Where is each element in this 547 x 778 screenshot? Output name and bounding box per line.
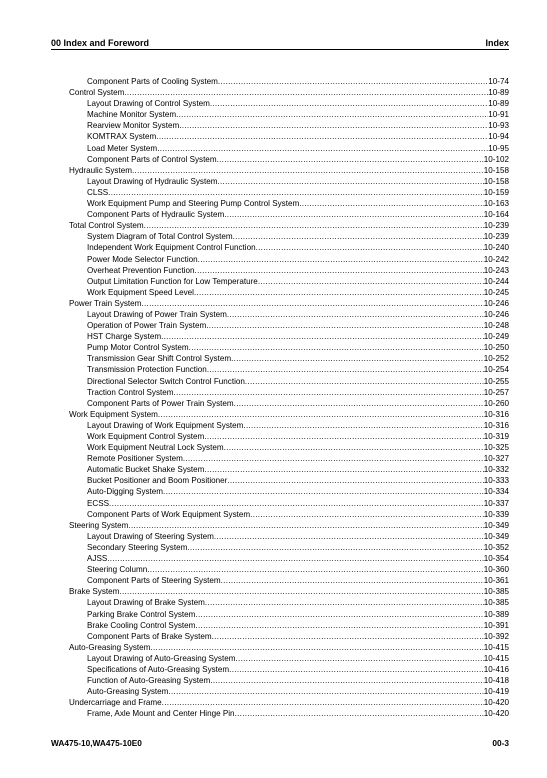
toc-section-entry[interactable] (69, 697, 509, 708)
toc-entry-page: 10-349 (483, 531, 509, 541)
toc-subsection-entry[interactable] (69, 364, 509, 375)
dot-leader (299, 198, 484, 209)
toc-entry-page: 10-244 (483, 276, 509, 286)
toc-subsection-entry[interactable] (69, 475, 509, 486)
dot-leader (235, 708, 484, 719)
dot-leader (189, 342, 484, 353)
toc-entry-title: Layout Drawing of Work Equipment System (87, 420, 244, 430)
toc-subsection-entry[interactable] (69, 387, 509, 398)
toc-entry-page: 10-94 (488, 132, 509, 142)
toc-subsection-entry[interactable] (69, 176, 509, 187)
toc-entry-page: 10-93 (488, 121, 509, 131)
toc-entry-title: Steering System (69, 520, 129, 530)
dot-leader (204, 431, 484, 442)
toc-entry-title: HST Charge System (87, 332, 162, 342)
toc-subsection-entry[interactable] (69, 442, 509, 453)
dot-leader (161, 331, 484, 342)
dot-leader (119, 586, 483, 597)
dot-leader (168, 686, 483, 697)
dot-leader (214, 531, 484, 542)
toc-entry-title: Auto-Greasing System (69, 642, 151, 652)
toc-entry-page: 10-327 (483, 454, 509, 464)
toc-entry-page: 10-255 (483, 376, 509, 386)
toc-entry-page: 10-337 (483, 498, 509, 508)
toc-subsection-entry[interactable] (69, 154, 509, 165)
toc-entry-title: Transmission Gear Shift Control System (87, 354, 232, 364)
dot-leader (224, 442, 484, 453)
toc-subsection-entry[interactable] (69, 143, 509, 154)
toc-subsection-entry[interactable] (69, 398, 509, 409)
toc-subsection-entry[interactable] (69, 664, 509, 675)
dot-leader (158, 409, 484, 420)
toc-entry-page: 10-415 (483, 653, 509, 663)
toc-entry-page: 10-242 (483, 254, 509, 264)
toc-entry-title: Component Parts of Power Train System (87, 398, 234, 408)
toc-entry-page: 10-158 (483, 176, 509, 186)
toc-entry-title: Component Parts of Control System (87, 154, 217, 164)
toc-subsection-entry[interactable] (69, 331, 509, 342)
toc-entry-page: 10-385 (483, 598, 509, 608)
dot-leader (187, 542, 483, 553)
dot-leader (210, 98, 488, 109)
toc-subsection-entry[interactable] (69, 509, 509, 520)
toc-subsection-entry[interactable] (69, 553, 509, 564)
toc-section-entry[interactable] (69, 520, 509, 531)
toc-entry-title: CLSS (87, 187, 109, 197)
toc-entry-title: Specifications of Auto-Greasing System (87, 664, 230, 674)
dot-leader (163, 486, 484, 497)
toc-entry-title: Work Equipment Pump and Steering Pump Control System (87, 199, 300, 209)
dot-leader (132, 165, 484, 176)
toc-subsection-entry[interactable] (69, 453, 509, 464)
dot-leader (150, 642, 483, 653)
toc-entry-title: Output Limitation Function for Low Temperature (87, 276, 258, 286)
dot-leader (218, 76, 488, 87)
toc-entry-page: 10-243 (483, 265, 509, 275)
toc-entry-title: Component Parts of Cooling System (87, 77, 218, 86)
toc-subsection-entry[interactable] (69, 209, 509, 220)
dot-leader (147, 564, 484, 575)
toc-entry-page: 10-250 (483, 343, 509, 353)
model-number: WA475-10,WA475-10E0 (51, 738, 142, 748)
toc-subsection-entry[interactable] (69, 575, 509, 586)
toc-entry-title: Work Equipment Control System (87, 432, 205, 441)
toc-entry-title: Layout Drawing of Auto-Greasing System (87, 653, 236, 663)
toc-entry-title: Layout Drawing of Control System (87, 99, 210, 109)
dot-leader (256, 242, 484, 253)
toc-subsection-entry[interactable] (69, 675, 509, 686)
dot-leader (235, 653, 483, 664)
dot-leader (243, 420, 483, 431)
toc-entry-page: 10-158 (483, 165, 509, 175)
toc-subsection-entry[interactable] (69, 131, 509, 142)
dot-leader (195, 265, 484, 276)
toc-entry-title: Auto-Digging System (87, 487, 164, 497)
toc-entry-title: Brake System (69, 587, 120, 597)
toc-entry-page: 10-418 (483, 676, 509, 686)
toc-subsection-entry[interactable] (69, 342, 509, 353)
dot-leader (195, 609, 483, 620)
toc-section-entry[interactable] (69, 642, 509, 653)
dot-leader (108, 187, 484, 198)
toc-entry-page: 10-240 (483, 243, 509, 253)
toc-entry-page: 10-352 (483, 542, 509, 552)
toc-entry-page: 10-316 (483, 409, 509, 419)
dot-leader (156, 131, 488, 142)
toc-subsection-entry[interactable] (69, 464, 509, 475)
toc-entry-page: 10-334 (483, 487, 509, 497)
dot-leader (157, 143, 488, 154)
page-footer (51, 738, 509, 748)
toc-entry-title: ECSS (87, 498, 110, 508)
toc-entry-page: 10-339 (483, 509, 509, 519)
toc-entry-title: Machine Monitor System (87, 110, 177, 120)
toc-entry-title: Work Equipment Neutral Lock System (87, 443, 224, 453)
toc-entry-page: 10-361 (483, 576, 509, 586)
toc-subsection-entry[interactable] (69, 609, 509, 620)
toc-subsection-entry[interactable] (69, 498, 509, 509)
dot-leader (109, 498, 484, 509)
toc-entry-page: 10-349 (483, 520, 509, 530)
toc-subsection-entry[interactable] (69, 287, 509, 298)
dot-leader (227, 309, 484, 320)
dot-leader (258, 276, 484, 287)
toc-entry-title: Power Train System (69, 298, 142, 308)
toc-subsection-entry[interactable] (69, 620, 509, 631)
header-divider (51, 49, 509, 50)
toc-entry-title: Component Parts of Brake System (87, 631, 212, 641)
toc-entry-title: Bucket Positioner and Boom Positioner (87, 476, 228, 486)
toc-entry-page: 10-246 (483, 309, 509, 319)
toc-entry-title: Transmission Protection Function (87, 365, 207, 375)
toc-entry-page: 10-239 (483, 221, 509, 231)
dot-leader (210, 675, 484, 686)
toc-entry-title: KOMTRAX System (87, 132, 157, 142)
toc-entry-title: Control System (69, 88, 125, 98)
toc-entry-title: Component Parts of Hydraulic System (87, 210, 225, 220)
toc-entry-title: Traction Control System (87, 387, 174, 397)
dot-leader (234, 398, 484, 409)
toc-entry-title: Remote Positioner System (87, 454, 183, 464)
toc-entry-title: Auto-Greasing System (87, 687, 169, 697)
toc-entry-page: 10-385 (483, 587, 509, 597)
toc-entry-title: Rearview Monitor System (87, 121, 180, 131)
toc-subsection-entry[interactable] (69, 542, 509, 553)
toc-entry-title: Component Parts of Work Equipment System (87, 509, 251, 519)
dot-leader (128, 520, 483, 531)
toc-subsection-entry[interactable] (69, 187, 509, 198)
toc-section-entry[interactable] (69, 586, 509, 597)
dot-leader (174, 387, 484, 398)
toc-entry-page: 10-102 (483, 154, 509, 164)
dot-leader (144, 220, 484, 231)
toc-entry-page: 10-319 (483, 432, 509, 441)
toc-entry-page: 10-420 (483, 709, 509, 719)
dot-leader (224, 209, 484, 220)
dot-leader (195, 620, 483, 631)
toc-entry-title: Function of Auto-Greasing System (87, 676, 211, 686)
toc-entry-page: 10-415 (483, 642, 509, 652)
dot-leader (204, 464, 483, 475)
toc-subsection-entry[interactable] (69, 198, 509, 209)
toc-subsection-entry[interactable] (69, 76, 509, 87)
toc-entry-page: 10-95 (488, 143, 509, 153)
toc-entry-title: Operation of Power Train System (87, 321, 207, 331)
toc-entry-page: 10-420 (483, 698, 509, 708)
toc-subsection-entry[interactable] (69, 376, 509, 387)
toc-subsection-entry[interactable] (69, 120, 509, 131)
toc-entry-title: Total Control System (69, 221, 144, 231)
toc-entry-page: 10-325 (483, 443, 509, 453)
toc-entry-title: Brake Cooling Control System (87, 620, 196, 630)
toc-entry-title: AJSS (87, 554, 108, 564)
toc-entry-page: 10-89 (488, 88, 509, 98)
dot-leader (231, 353, 484, 364)
toc-subsection-entry[interactable] (69, 420, 509, 431)
toc-entry-title: Frame, Axle Mount and Center Hinge Pin (87, 709, 235, 719)
dot-leader (194, 287, 484, 298)
toc-subsection-entry[interactable] (69, 231, 509, 242)
toc-subsection-entry[interactable] (69, 98, 509, 109)
toc-section-entry[interactable] (69, 87, 509, 98)
toc-entry-title: Component Parts of Steering System (87, 576, 221, 586)
toc-subsection-entry[interactable] (69, 597, 509, 608)
toc-entry-title: Power Mode Selector Function (87, 254, 198, 264)
toc-entry-page: 10-249 (483, 332, 509, 342)
dot-leader (183, 453, 484, 464)
toc-entry-page: 10-391 (483, 620, 509, 630)
toc-entry-title: Independent Work Equipment Control Function (87, 243, 256, 253)
toc-entry-page: 10-89 (488, 99, 509, 109)
toc-entry-title: Layout Drawing of Steering System (87, 531, 214, 541)
section-title: 00 Index and Foreword (51, 38, 150, 48)
toc-subsection-entry[interactable] (69, 254, 509, 265)
dot-leader (124, 87, 488, 98)
table-of-contents (69, 76, 509, 719)
toc-entry-title: Hydraulic System (69, 165, 132, 175)
dot-leader (179, 120, 488, 131)
dot-leader (229, 664, 484, 675)
dot-leader (141, 298, 483, 309)
page-header (51, 34, 509, 48)
dot-leader (162, 697, 484, 708)
dot-leader (233, 231, 484, 242)
dot-leader (245, 376, 484, 387)
toc-subsection-entry[interactable] (69, 564, 509, 575)
toc-subsection-entry[interactable] (69, 486, 509, 497)
toc-entry-page: 10-332 (483, 465, 509, 475)
toc-entry-page: 10-354 (483, 554, 509, 564)
toc-subsection-entry[interactable] (69, 309, 509, 320)
toc-entry-title: Load Meter System (87, 143, 158, 153)
toc-subsection-entry[interactable] (69, 631, 509, 642)
dot-leader (212, 631, 484, 642)
dot-leader (217, 176, 483, 187)
toc-subsection-entry[interactable] (69, 653, 509, 664)
dot-leader (198, 254, 484, 265)
toc-entry-page: 10-248 (483, 321, 509, 331)
toc-section-entry[interactable] (69, 165, 509, 176)
toc-subsection-entry[interactable] (69, 431, 509, 442)
toc-entry-title: Parking Brake Control System (87, 609, 196, 619)
dot-leader (221, 575, 484, 586)
toc-entry-title: Steering Column (87, 565, 148, 575)
toc-entry-title: Layout Drawing of Power Train System (87, 309, 227, 319)
toc-entry-title: Work Equipment Speed Level (87, 287, 194, 297)
toc-entry-title: Layout Drawing of Hydraulic System (87, 176, 218, 186)
toc-entry-page: 10-159 (483, 187, 509, 197)
dot-leader (176, 109, 488, 120)
toc-entry-page: 10-252 (483, 354, 509, 364)
toc-subsection-entry[interactable] (69, 353, 509, 364)
header-index-label: Index (485, 38, 509, 48)
toc-subsection-entry[interactable] (69, 708, 509, 719)
toc-entry-page: 10-246 (483, 298, 509, 308)
toc-entry-page: 10-257 (483, 387, 509, 397)
toc-section-entry[interactable] (69, 409, 509, 420)
dot-leader (207, 364, 484, 375)
toc-entry-title: Pump Motor Control System (87, 343, 189, 353)
toc-subsection-entry[interactable] (69, 320, 509, 331)
dot-leader (206, 320, 484, 331)
dot-leader (205, 597, 484, 608)
toc-entry-title: Overheat Prevention Function (87, 265, 195, 275)
toc-entry-title: Layout Drawing of Brake System (87, 598, 205, 608)
toc-entry-page: 10-164 (483, 210, 509, 220)
toc-entry-page: 10-389 (483, 609, 509, 619)
toc-subsection-entry[interactable] (69, 242, 509, 253)
toc-subsection-entry[interactable] (69, 265, 509, 276)
toc-entry-title: Secondary Steering System (87, 542, 188, 552)
toc-entry-page: 10-419 (483, 687, 509, 697)
toc-entry-page: 10-254 (483, 365, 509, 375)
toc-entry-page: 10-91 (488, 110, 509, 120)
toc-entry-page: 10-416 (483, 664, 509, 674)
dot-leader (250, 509, 484, 520)
toc-section-entry[interactable] (69, 220, 509, 231)
toc-entry-title: Work Equipment System (69, 409, 158, 419)
toc-subsection-entry[interactable] (69, 276, 509, 287)
page-number: 00-3 (492, 738, 509, 748)
toc-entry-page: 10-333 (483, 476, 509, 486)
toc-entry-title: System Diagram of Total Control System (87, 232, 233, 242)
toc-entry-page: 10-163 (483, 199, 509, 209)
toc-entry-title: Undercarriage and Frame (69, 698, 162, 708)
toc-entry-page: 10-260 (483, 398, 509, 408)
toc-entry-page: 10-74 (488, 77, 509, 86)
dot-leader (227, 475, 483, 486)
toc-subsection-entry[interactable] (69, 686, 509, 697)
toc-entry-page: 10-392 (483, 631, 509, 641)
dot-leader (217, 154, 484, 165)
toc-subsection-entry[interactable] (69, 531, 509, 542)
toc-subsection-entry[interactable] (69, 109, 509, 120)
toc-entry-page: 10-239 (483, 232, 509, 242)
toc-entry-page: 10-245 (483, 287, 509, 297)
toc-entry-title: Directional Selector Switch Control Function (87, 376, 245, 386)
toc-entry-page: 10-360 (483, 565, 509, 575)
dot-leader (107, 553, 484, 564)
toc-entry-page: 10-316 (483, 420, 509, 430)
toc-entry-title: Automatic Bucket Shake System (87, 465, 205, 475)
toc-section-entry[interactable] (69, 298, 509, 309)
